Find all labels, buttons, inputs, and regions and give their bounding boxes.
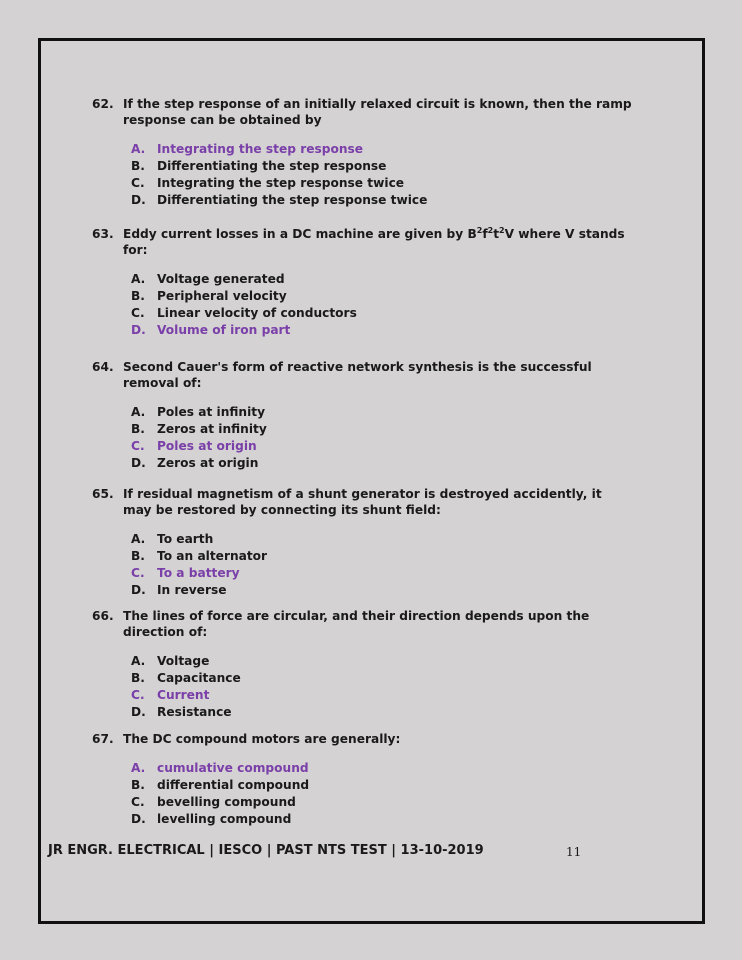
question-62 xyxy=(92,96,632,209)
options-list xyxy=(131,271,632,339)
option-c: C. Integrating the step response twice xyxy=(131,176,405,190)
option-d: D. Volume of iron part xyxy=(131,323,291,337)
question-number: 64. xyxy=(92,360,114,374)
question-number: 67. xyxy=(92,732,114,746)
option-c: C. Linear velocity of conductors xyxy=(131,306,357,320)
question-text: The DC compound motors are generally: xyxy=(123,732,401,746)
question-66 xyxy=(92,608,632,721)
option-a: A. cumulative compound xyxy=(131,761,309,775)
question-text: Eddy current losses in a DC machine are given by $B^2f^2t^2V$ where V stands for: xyxy=(123,225,625,257)
option-a: A. Voltage xyxy=(131,654,210,668)
option-b: B. Differentiating the step response xyxy=(131,159,387,173)
question-67 xyxy=(92,731,632,828)
question-number: 66. xyxy=(92,609,114,623)
option-c: C. To a battery xyxy=(131,566,240,580)
option-b: B. Capacitance xyxy=(131,671,241,685)
option-c: C. bevelling compound xyxy=(131,795,296,809)
option-b: B. To an alternator xyxy=(131,549,268,563)
option-a: A. Voltage generated xyxy=(131,272,285,286)
option-b: B. Zeros at infinity xyxy=(131,422,267,436)
question-number: 62. xyxy=(92,97,114,111)
question-number: 63. xyxy=(92,227,114,241)
options-list xyxy=(131,141,632,209)
option-d: D. Resistance xyxy=(131,705,232,719)
question-text: The lines of force are circular, and their direction depends upon the direction of: xyxy=(123,609,590,639)
question-text: If residual magnetism of a shunt generator is destroyed accidently, it may be restored by connecting its shunt field: xyxy=(123,487,602,517)
options-list xyxy=(131,653,632,721)
options-list xyxy=(131,760,632,828)
option-d: D. In reverse xyxy=(131,583,227,597)
option-b: B. differential compound xyxy=(131,778,310,792)
option-c: C. Current xyxy=(131,688,210,702)
option-a: A. Integrating the step response xyxy=(131,142,364,156)
question-63 xyxy=(92,226,632,339)
option-b: B. Peripheral velocity xyxy=(131,289,287,303)
question-65 xyxy=(92,486,632,599)
footer-title: JR ENGR. ELECTRICAL | IESCO | PAST NTS TEST | 13-10-2019 xyxy=(48,843,484,858)
option-d: D. Zeros at origin xyxy=(131,456,259,470)
options-list xyxy=(131,404,632,472)
option-a: A. To earth xyxy=(131,532,214,546)
option-a: A. Poles at infinity xyxy=(131,405,266,419)
option-d: D. levelling compound xyxy=(131,812,292,826)
option-d: D. Differentiating the step response twice xyxy=(131,193,428,207)
page-number: 11 xyxy=(566,845,582,859)
question-text: Second Cauer's form of reactive network synthesis is the successful removal of: xyxy=(123,360,592,390)
option-c: C. Poles at origin xyxy=(131,439,257,453)
options-list xyxy=(131,531,632,599)
question-number: 65. xyxy=(92,487,114,501)
question-text: If the step response of an initially relaxed circuit is known, then the ramp response can be obtained by xyxy=(123,97,632,127)
question-64 xyxy=(92,359,632,472)
